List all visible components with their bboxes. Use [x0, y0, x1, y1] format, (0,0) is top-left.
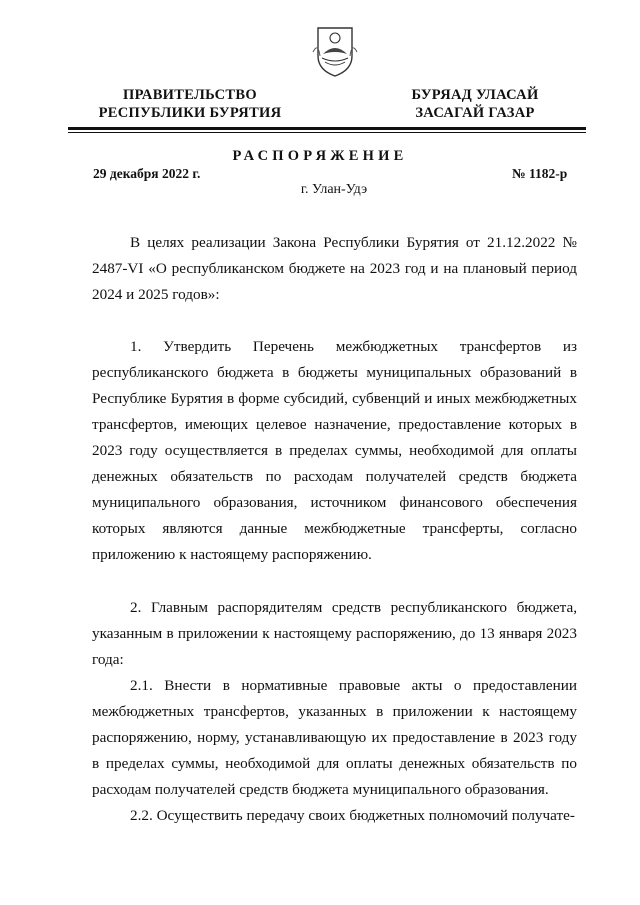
paragraph-item-2-2: 2.2. Осуществить передачу своих бюджетных полномочий получате-: [130, 807, 575, 824]
paragraph-preamble: В целях реализации Закона Республики Бурятия от 21.12.2022 № 2487-VI «О республиканском бюджете на 2023 год и на плановый период 2024 и 2025 годов»:: [92, 234, 577, 303]
issuer-buryat-line2: ЗАСАГАЙ ГАЗАР: [415, 105, 535, 121]
paragraph-item-2-1: 2.1. Внести в нормативные правовые акты о предоставлении межбюджетных трансфертов, указанных в приложении к настоящему распоряжению, норму, устанавливающую их предоставление в 2023 году в пределах суммы, необходимой для оплаты денежных обязательств по расходам получателей средств бюджета муниципального образования.: [92, 677, 577, 798]
paragraph-item-2: 2. Главным распорядителям средств республиканского бюджета, указанным в приложении к настоящему распоряжению, до 13 января 2023 года:: [92, 599, 577, 668]
issuer-buryat: [390, 86, 560, 122]
issuer-russian: [80, 86, 300, 122]
paragraph-item-1: 1. Утвердить Перечень межбюджетных трансфертов из республиканского бюджета в бюджеты муниципальных образований в Республике Бурятия в форме субсидий, субвенций и иных межбюджетных трансфертов, имеющих целевое назначение, предоставление которых в 2023 году осуществляется в пределах суммы, необходимой для оплаты денежных обязательств по расходам получателей средств бюджета муниципального образования, источником финансового обеспечения которых являются данные межбюджетные трансферты, согласно приложению к настоящему распоряжению.: [92, 338, 577, 563]
issuer-russian-line2: РЕСПУБЛИКИ БУРЯТИЯ: [98, 105, 282, 121]
issuer-russian-line1: ПРАВИТЕЛЬСТВО: [123, 87, 257, 103]
header-divider-thin: [68, 132, 586, 133]
document-number: № 1182-р: [512, 166, 568, 181]
document-city: г. Улан-Удэ: [300, 182, 368, 197]
header-divider-thick: [68, 127, 586, 130]
issuer-buryat-line1: БУРЯАД УЛАСАЙ: [411, 87, 539, 103]
coat-of-arms-emblem: [310, 22, 360, 78]
document-type-title: РАСПОРЯЖЕНИЕ: [232, 148, 408, 164]
document-date: 29 декабря 2022 г.: [93, 166, 201, 181]
